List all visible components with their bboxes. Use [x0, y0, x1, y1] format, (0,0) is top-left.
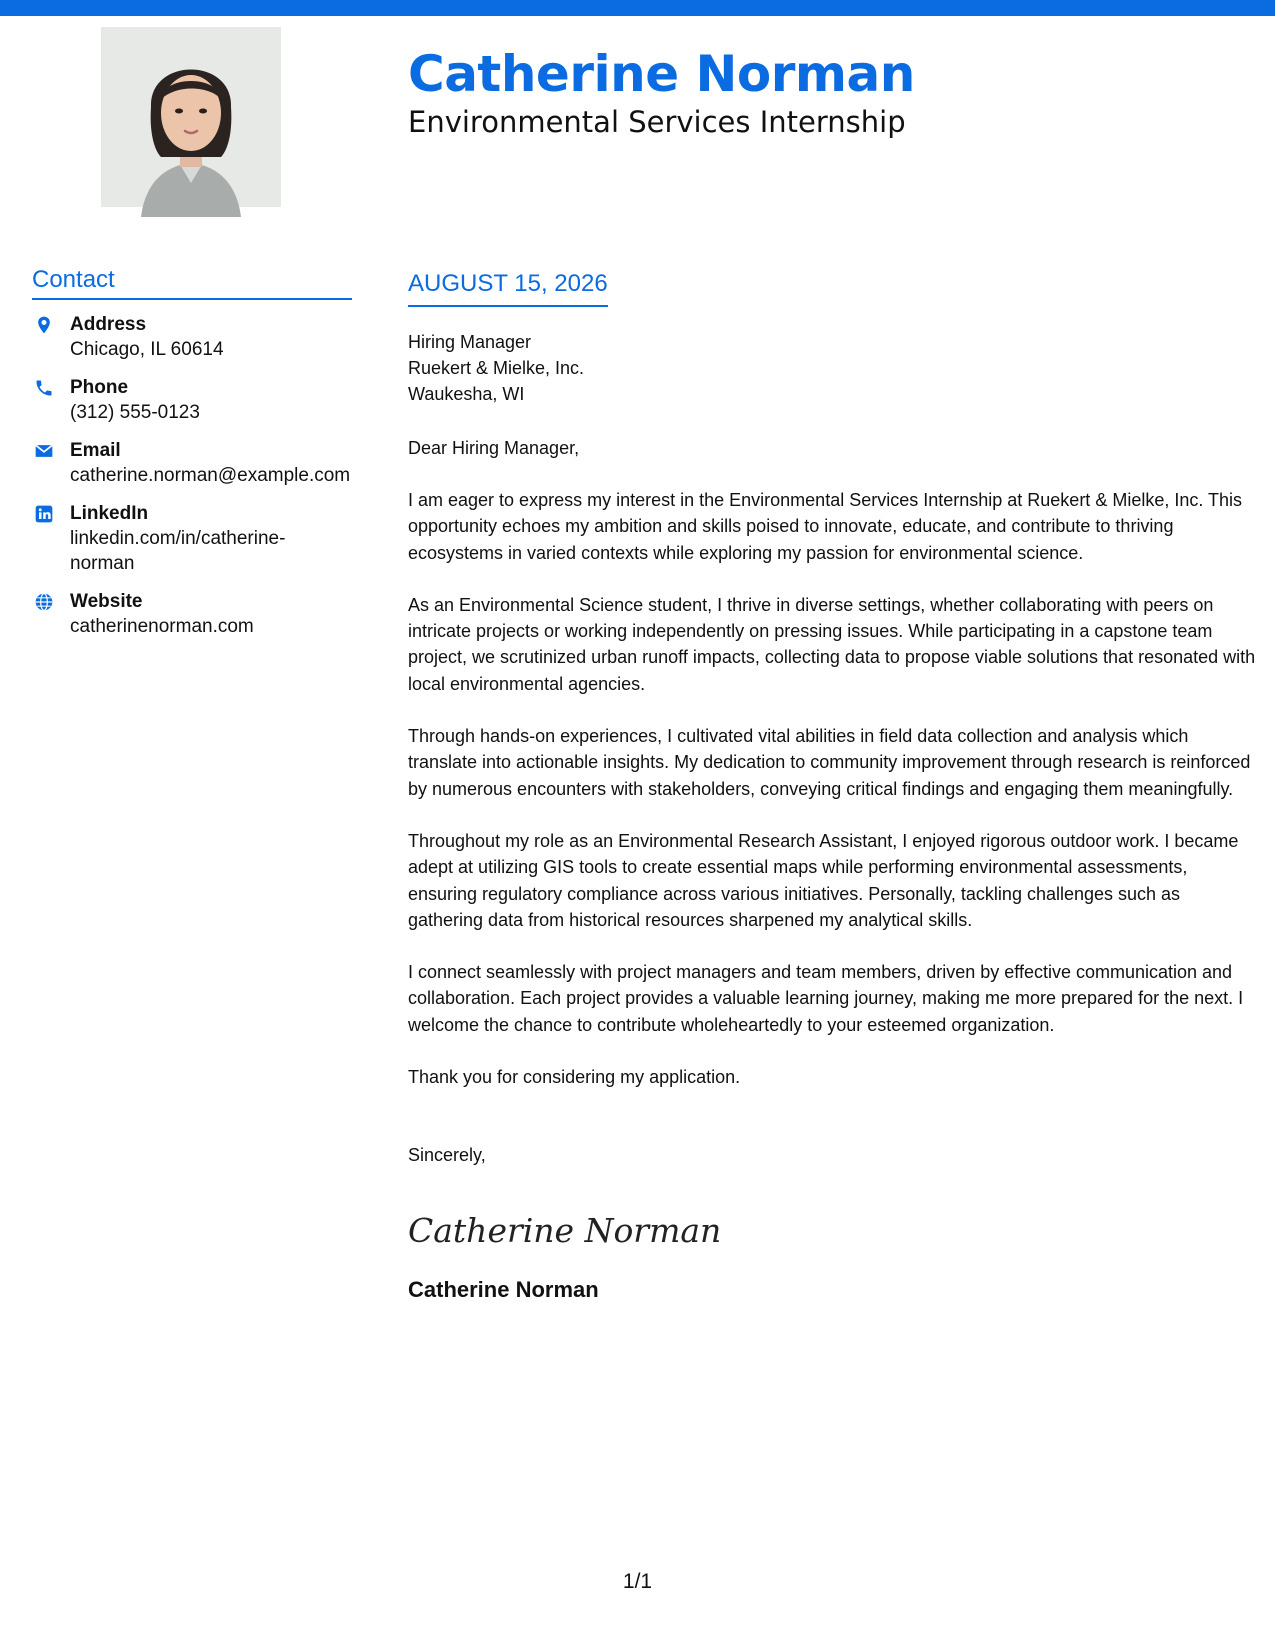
email-label: Email: [70, 440, 121, 461]
contact-linkedin: [32, 501, 352, 576]
signer-name: Catherine Norman: [408, 1277, 599, 1303]
contact-phone: [32, 375, 352, 425]
phone-icon: [34, 378, 54, 398]
linkedin-icon: [34, 504, 54, 524]
website-label: Website: [70, 591, 143, 612]
website-value[interactable]: catherinenorman.com: [70, 616, 254, 637]
linkedin-label: LinkedIn: [70, 503, 149, 524]
letter-paragraph: Through hands-on experiences, I cultivated vital abilities in field data collection and analysis which translate into actionable insights. My dedication to community improvement through research is reinforced by numerous encounters with stakeholders, conveying critical findings and engaging them meaningfully.: [408, 726, 1251, 799]
letter-date: AUGUST 15, 2026: [408, 267, 608, 307]
top-accent-bar: [0, 0, 1275, 16]
email-icon: [34, 441, 54, 461]
svg-text:Catherine Norman: Catherine Norman: [408, 1211, 722, 1251]
letter-paragraph: As an Environmental Science student, I thrive in diverse settings, whether collaborating with peers on intricate projects or working independently on pressing issues. While participating in a capstone team project, we scrutinized urban runoff impacts, collecting data to propose viable solutions that resonated with local environmental agencies.: [408, 594, 1256, 694]
linkedin-value[interactable]: linkedin.com/in/catherine-norman: [70, 528, 286, 574]
address-label: Address: [70, 314, 147, 335]
email-value: catherine.norman@example.com: [70, 465, 351, 486]
closing: Sincerely,: [408, 1145, 486, 1166]
letter-paragraph: I am eager to express my interest in the Environmental Services Internship at Ruekert & Mielke, Inc. This opportunity echoes my ambition and skills poised to innovate, educate, and contribute to thriving ecosystems in varied contexts while exploring my passion for environmental science.: [408, 490, 1243, 563]
address-value: Chicago, IL 60614: [70, 339, 224, 360]
page-number: 1/1: [622, 1570, 653, 1593]
contact-email: [32, 438, 352, 488]
contact-sidebar: [32, 265, 352, 652]
signature-image: [408, 1206, 722, 1254]
recipient-line: Ruekert & Mielke, Inc.: [408, 358, 585, 378]
contact-address: [32, 312, 352, 362]
letter-paragraph: I connect seamlessly with project managers and team members, driven by effective communication and collaboration. Each project provides a valuable learning journey, making me more prepared for the next. I welcome the chance to contribute wholeheartedly to your esteemed organization.: [408, 962, 1244, 1035]
applicant-name: Catherine Norman: [408, 45, 915, 103]
letter-paragraph: Throughout my role as an Environmental Research Assistant, I enjoyed rigorous outdoor work. I became adept at utilizing GIS tools to create essential maps while performing environmental assessments, ensuring regulatory compliance across various initiatives. Personally, tackling challenges such as gathering data from historical resources sharpened my analytical skills.: [408, 830, 1239, 930]
recipient-line: Hiring Manager: [408, 332, 532, 352]
profile-photo: [101, 27, 281, 207]
map-pin-icon: [34, 315, 54, 335]
phone-label: Phone: [70, 377, 129, 398]
letter-paragraph: Thank you for considering my application.: [408, 1067, 741, 1088]
contact-website: [32, 589, 352, 639]
globe-icon: [34, 592, 54, 612]
recipient-block: [408, 329, 1258, 407]
letter-body: [408, 267, 1258, 1304]
position-title: Environmental Services Internship: [408, 105, 906, 139]
recipient-line: Waukesha, WI: [408, 384, 525, 404]
greeting: Dear Hiring Manager,: [408, 438, 580, 458]
phone-value: (312) 555-0123: [70, 402, 200, 423]
contact-heading: Contact: [32, 265, 352, 300]
